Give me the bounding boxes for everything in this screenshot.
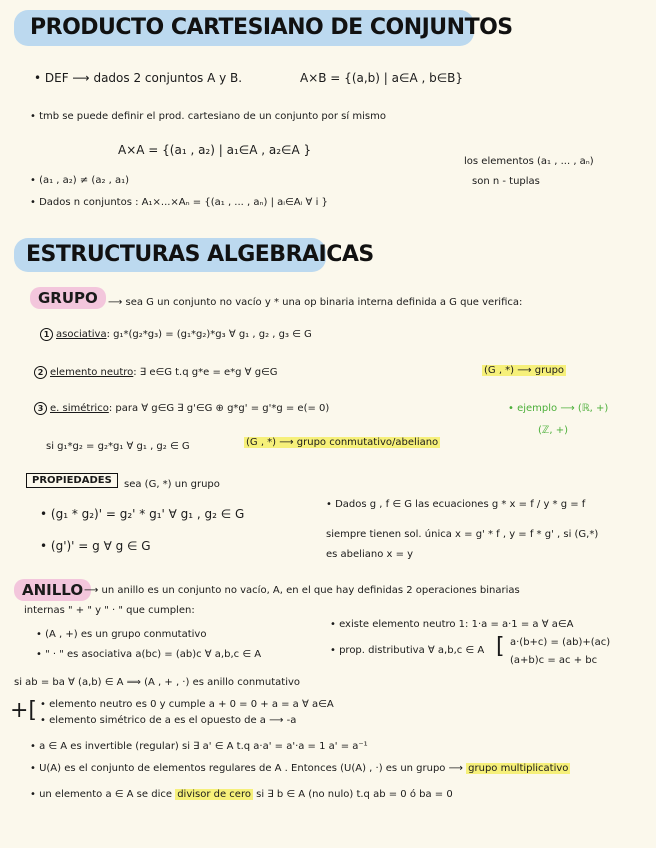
section-title-estructuras: ESTRUCTURAS ALGEBRAICAS — [26, 242, 374, 267]
neutro-formula: : ∃ e∈G t.q g*e = e*g ∀ g∈G — [133, 367, 278, 378]
anillo-invertible: • a ∈ A es invertible (regular) si ∃ a' ∈ A t.q a·a' = a'·a = 1 a' = a⁻¹ — [30, 741, 368, 752]
divisor-note: divisor de cero — [177, 789, 251, 800]
grupo-simetrico — [34, 402, 329, 415]
grupo-definition: ⟶ sea G un conjunto no vacío y * una op binaria interna definida a G que verifica: — [108, 297, 523, 308]
tuples-note: los elementos (a₁ , ... , aₙ) — [464, 156, 594, 167]
grupo-label: GRUPO — [30, 287, 106, 309]
distributiva-2: (a+b)c = ac + bc — [510, 655, 598, 666]
def-line: • DEF ⟶ dados 2 conjuntos A y B. — [34, 71, 243, 85]
anillo-prop-distributiva: • prop. distributiva ∀ a,b,c ∈ A — [330, 645, 485, 656]
order-note: • (a₁ , a₂) ≠ (a₂ , a₁) — [30, 175, 130, 186]
anillo-conmutativo: si ab = ba ∀ (a,b) ∈ A ⟹ (A , + , ·) es anillo conmutativo — [14, 677, 301, 688]
grupo-multiplicativo-note: grupo multiplicativo — [468, 763, 569, 774]
anillo-prop-2: • " · " es asociativa a(bc) = (ab)c ∀ a,b,c ∈ A — [36, 649, 262, 660]
prop-2: • (g')' = g ∀ g ∈ G — [40, 539, 151, 553]
note-line: • tmb se puede definir el prod. cartesiano de un conjunto por sí mismo — [30, 111, 386, 122]
propiedades-def: sea (G, *) un grupo — [124, 479, 220, 490]
divisor-text-2: si ∃ b ∈ A (no nulo) t.q ab = 0 ó ba = 0 — [256, 789, 453, 800]
prop-eq-3: es abeliano x = y — [326, 549, 414, 560]
anillo-prop-neutro: • existe elemento neutro 1: 1·a = a·1 = a ∀ a∈A — [330, 619, 574, 630]
conmutativo-note-text: (G , *) ⟶ grupo conmutativo/abeliano — [246, 437, 439, 448]
asociativa-formula: : g₁*(g₂*g₃) = (g₁*g₂)*g₃ ∀ g₁ , g₂ , g₃ ∈ G — [106, 329, 312, 340]
grupo-note — [482, 364, 566, 377]
def-formula: A×B = {(a,b) | a∈A , b∈B} — [300, 71, 464, 85]
divisor-text-1: • un elemento a ∈ A se dice — [30, 789, 172, 800]
plus-bracket: +[ — [10, 698, 38, 723]
anillo-label: ANILLO — [14, 579, 91, 601]
conmutativo-line: si g₁*g₂ = g₂*g₁ ∀ g₁ , g₂ ∈ G — [46, 441, 190, 452]
propiedades-label: PROPIEDADES — [26, 473, 118, 488]
distributiva-bracket: [ — [496, 634, 505, 659]
anillo-unidades-text: • U(A) es el conjunto de elementos regulares de A . Entonces (U(A) , ·) es un grupo ⟶ — [30, 763, 463, 774]
propiedades-heading — [26, 474, 118, 487]
neutro-label: elemento neutro — [50, 367, 134, 378]
prop-eq-2: siempre tienen sol. única x = g' * f , y = f * g' , si (G,*) — [326, 529, 599, 540]
prop-eq-1: • Dados g , f ∈ G las ecuaciones g * x = f / y * g = f — [326, 499, 586, 510]
simetrico-formula: : para ∀ g∈G ∃ g'∈G ⊕ g*g' = g'*g = e(= 0) — [108, 403, 330, 414]
simetrico-label: e. simétrico — [50, 403, 109, 414]
anillo-divisor — [30, 788, 453, 801]
grupo-heading — [30, 289, 106, 307]
distributiva-1: a·(b+c) = (ab)+(ac) — [510, 637, 611, 648]
grupo-neutro — [34, 366, 278, 379]
asociativa-label: asociativa — [56, 329, 107, 340]
number-2-icon: 2 — [34, 366, 47, 379]
anillo-unidades — [30, 762, 570, 775]
grupo-note-text: (G , *) ⟶ grupo — [484, 365, 565, 376]
section-title-producto-cartesiano: PRODUCTO CARTESIANO DE CONJUNTOS — [30, 15, 513, 40]
ejemplo-line-2: (ℤ, +) — [538, 425, 568, 436]
anillo-heading — [14, 581, 91, 599]
number-3-icon: 3 — [34, 402, 47, 415]
self-product-formula: A×A = {(a₁ , a₂) | a₁∈A , a₂∈A } — [118, 143, 312, 157]
anillo-simetrico: • elemento simétrico de a es el opuesto de a ⟶ -a — [40, 715, 297, 726]
grupo-asociativa — [40, 328, 312, 341]
anillo-definition: ⟶ un anillo es un conjunto no vacío, A, en el que hay definidas 2 operaciones binarias — [84, 585, 520, 596]
number-1-icon: 1 — [40, 328, 53, 341]
prop-1: • (g₁ * g₂)' = g₂' * g₁' ∀ g₁ , g₂ ∈ G — [40, 507, 245, 521]
anillo-prop-1: • (A , +) es un grupo conmutativo — [36, 629, 207, 640]
tuples-note-2: son n - tuplas — [472, 176, 540, 187]
n-sets-line: • Dados n conjuntos : A₁×...×Aₙ = {(a₁ , ... , aₙ) | aᵢ∈Aᵢ ∀ i } — [30, 197, 328, 208]
conmutativo-note — [244, 436, 440, 449]
ejemplo-line: • ejemplo ⟶ (ℝ, +) — [508, 403, 609, 414]
anillo-definition-2: internas " + " y " · " que cumplen: — [24, 605, 195, 616]
anillo-neutro-0: • elemento neutro es 0 y cumple a + 0 = 0 + a = a ∀ a∈A — [40, 699, 334, 710]
